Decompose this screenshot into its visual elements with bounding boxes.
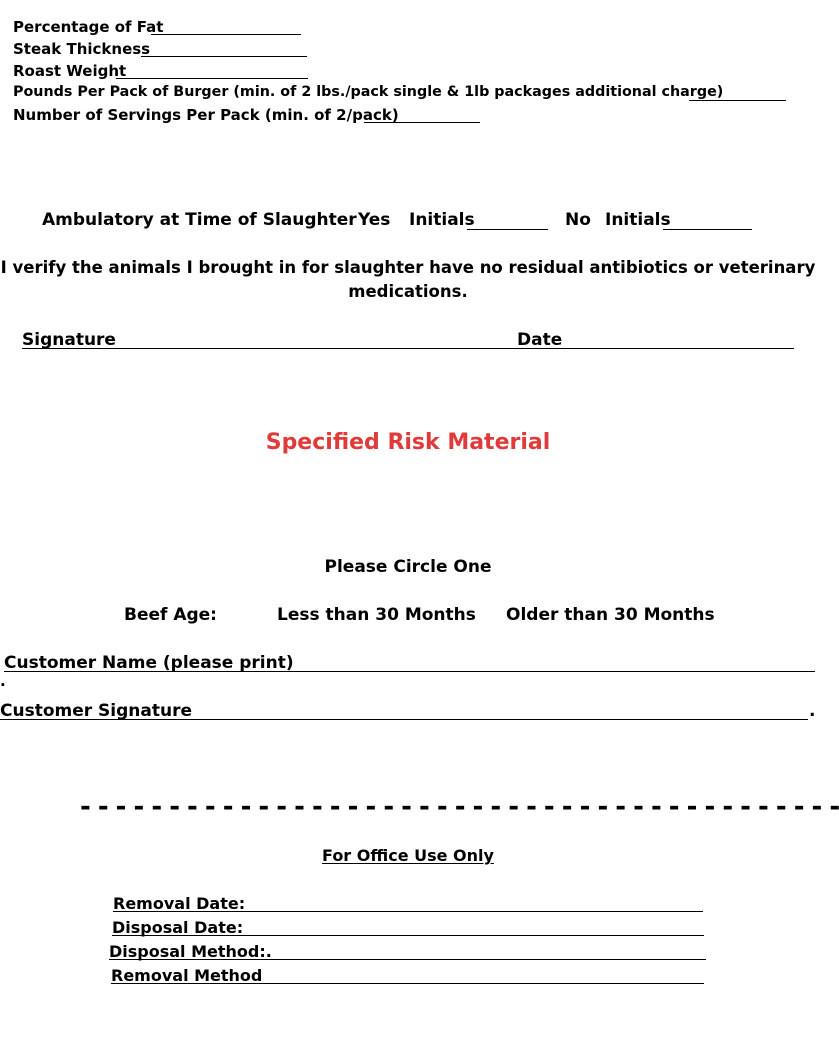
removal-date-field-line[interactable] <box>113 911 703 912</box>
removal-method-field-line[interactable] <box>111 983 704 984</box>
verify-statement-line1: I verify the animals I brought in for slaughter have no residual antibiotics or veterinary <box>0 258 816 277</box>
signature-end-dot: . <box>809 701 816 721</box>
circle-one-title: Please Circle One <box>324 557 492 577</box>
ambulatory-label: Ambulatory at Time of Slaughter <box>42 210 357 230</box>
date-label: Date <box>517 330 563 350</box>
fat-label: Percentage of Fat <box>13 18 164 36</box>
disposal-date-field-line[interactable] <box>112 935 704 936</box>
office-use-title: For Office Use Only <box>322 846 494 865</box>
removal-date-label: Removal Date: <box>113 894 246 913</box>
customer-signature-field-line[interactable] <box>0 719 808 720</box>
customer-name-label: Customer Name (please print) <box>4 653 294 673</box>
no-initials-field-line[interactable] <box>663 229 752 230</box>
option-less-than-30[interactable]: Less than 30 Months <box>277 605 476 625</box>
stray-dot: . <box>0 672 6 690</box>
ambulatory-no-initials-label: Initials <box>605 210 671 230</box>
beef-age-label: Beef Age: <box>124 605 217 625</box>
signature-label: Signature <box>22 330 116 350</box>
burger-pack-field-line[interactable] <box>689 100 786 101</box>
srm-title: Specified Risk Material <box>265 430 551 455</box>
customer-signature-label: Customer Signature <box>0 701 193 721</box>
burger-pack-label: Pounds Per Pack of Burger (min. of 2 lbs./pack single & 1lb packages additional charge) <box>13 84 724 100</box>
removal-method-label: Removal Method <box>111 966 263 985</box>
ambulatory-no[interactable]: No <box>565 210 591 230</box>
ambulatory-yes[interactable]: Yes <box>358 210 391 230</box>
verify-statement-line2: medications. <box>348 282 468 301</box>
customer-name-field-line[interactable] <box>4 671 815 672</box>
roast-weight-label: Roast Weight <box>13 62 127 80</box>
yes-initials-field-line[interactable] <box>467 229 548 230</box>
signature-field-line[interactable] <box>22 348 794 349</box>
steak-thickness-label: Steak Thickness <box>13 40 151 58</box>
ambulatory-yes-initials-label: Initials <box>409 210 475 230</box>
option-older-than-30[interactable]: Older than 30 Months <box>506 605 715 625</box>
disposal-date-label: Disposal Date: <box>112 918 244 937</box>
fat-field-line[interactable] <box>151 34 301 35</box>
roast-weight-field-line[interactable] <box>116 78 308 79</box>
servings-field-line[interactable] <box>364 122 480 123</box>
steak-thickness-field-line[interactable] <box>141 56 307 57</box>
disposal-method-field-line[interactable] <box>109 959 706 960</box>
servings-label: Number of Servings Per Pack (min. of 2/pack) <box>13 106 399 124</box>
disposal-method-label: Disposal Method:. <box>109 942 272 961</box>
cut-divider: - - - - - - - - - - - - - - - - - - - - - - - - - - - - - - - - - - - - - - - - - - - <box>80 792 839 822</box>
